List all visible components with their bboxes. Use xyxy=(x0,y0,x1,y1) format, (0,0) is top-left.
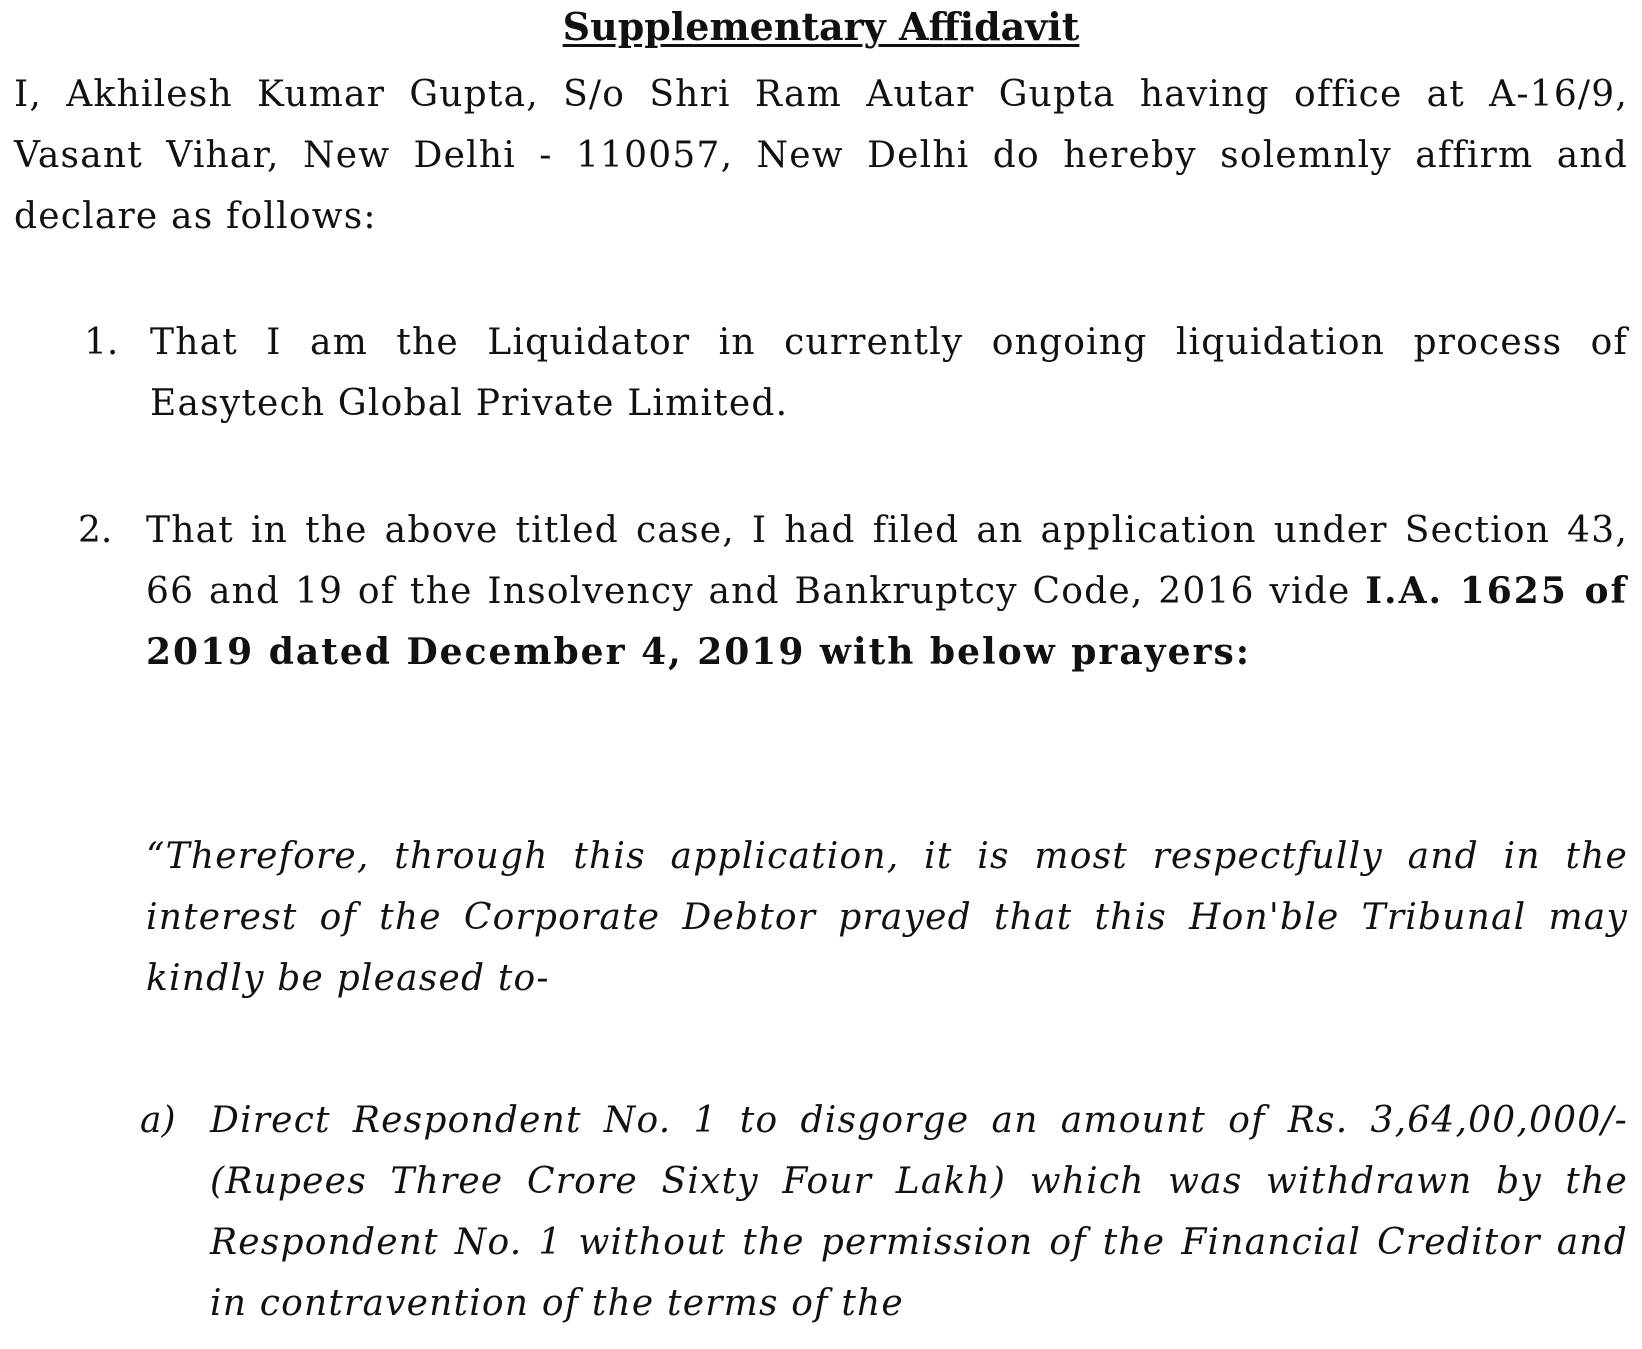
intro-paragraph: I, Akhilesh Kumar Gupta, S/o Shri Ram Autar Gupta having office at A-16/9, Vasant Vihar, New Delhi - 110057, New Delhi do hereby solemnly affirm and declare as follows: xyxy=(14,74,1628,237)
document-title: Supplementary Affidavit xyxy=(562,4,1080,49)
subitem-text-a: Direct Respondent No. 1 to disgorge an amount of Rs. 3,64,00,000/- (Rupees Three Crore Sixty Four Lakh) which was withdrawn by the Respondent No. 1 without the permission of the Financial Creditor and in contravention of the terms of the xyxy=(210,1100,1628,1324)
item-text-2 xyxy=(146,500,1628,683)
item-number-2: 2. xyxy=(78,510,113,551)
item-text-1: That I am the Liquidator in currently ongoing liquidation process of Easytech Global Private Limited. xyxy=(150,322,1628,424)
item-text-2-plain: That in the above titled case, I had filed an application under Section 43, 66 and 19 of the Insolvency and Bankruptcy Code, 2016 vide xyxy=(146,510,1628,612)
prayer-quote: “Therefore, through this application, it is most respectfully and in the interest of the Corporate Debtor prayed that this Hon'ble Tribunal may kindly be pleased to- xyxy=(146,836,1628,999)
item-text-2-bold: I.A. 1625 of 2019 dated December 4, 2019 with below prayers: xyxy=(146,570,1628,673)
item-number-1: 1. xyxy=(84,322,119,363)
subitem-letter-a: a) xyxy=(140,1100,176,1141)
